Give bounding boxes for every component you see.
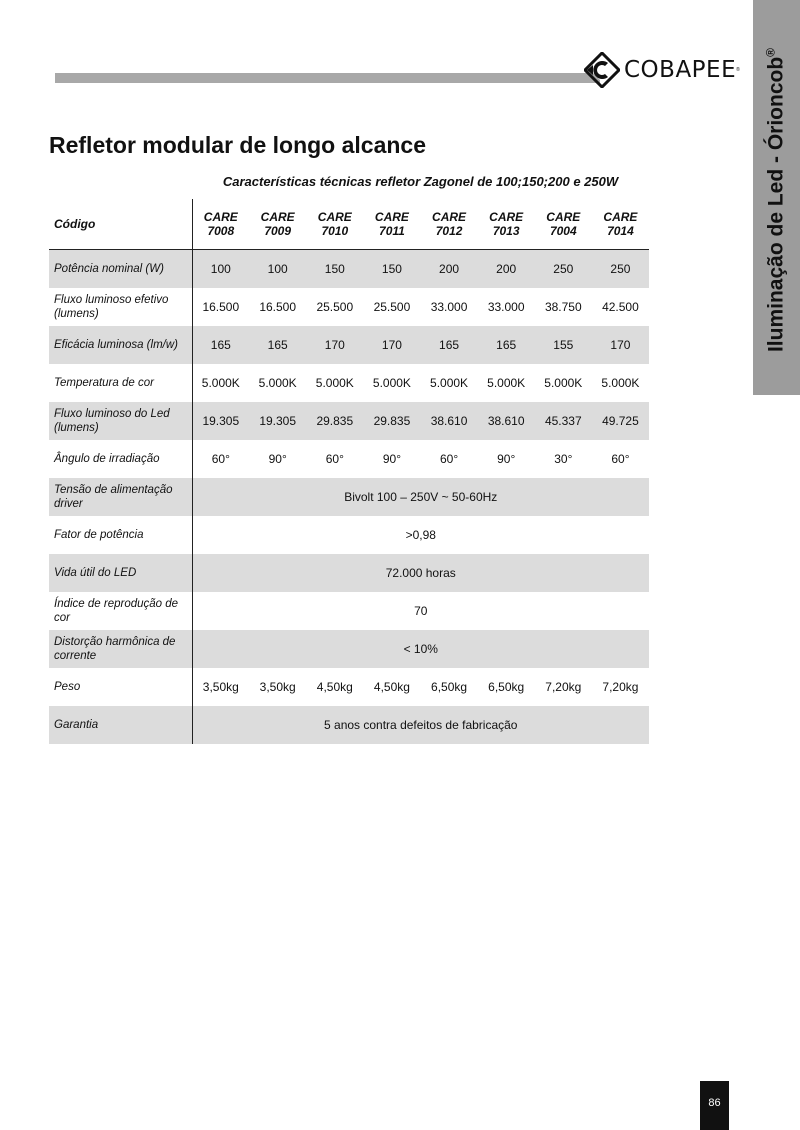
table-cell: 250 bbox=[610, 261, 631, 276]
table-row bbox=[49, 706, 649, 744]
table-row bbox=[49, 250, 649, 288]
model-line2: 7013 bbox=[492, 224, 520, 238]
row-label: Fluxo luminoso do Led (lumens) bbox=[49, 402, 192, 440]
table-cell: 165 bbox=[267, 337, 288, 352]
page-number: 86 bbox=[708, 1096, 721, 1109]
table-cell: 19.305 bbox=[259, 413, 297, 428]
table-cell: 16.500 bbox=[259, 299, 297, 314]
table-row bbox=[49, 554, 649, 592]
table-cell: 29.835 bbox=[373, 413, 411, 428]
column-header-model bbox=[421, 199, 478, 250]
model-line2: 7010 bbox=[321, 224, 349, 238]
table-cell: 38.610 bbox=[430, 413, 468, 428]
table-cell: 33.000 bbox=[487, 299, 525, 314]
table-cell: 6,50kg bbox=[488, 679, 525, 694]
table-cell: 5.000K bbox=[372, 375, 411, 390]
table-cell: 170 bbox=[381, 337, 402, 352]
table-row bbox=[49, 478, 649, 516]
table-cell: 60° bbox=[325, 451, 344, 466]
model-line2: 7012 bbox=[435, 224, 463, 238]
table-cell: 90° bbox=[382, 451, 402, 466]
table-cell: 5.000K bbox=[201, 375, 240, 390]
table-cell-merged: 72.000 horas bbox=[385, 565, 456, 580]
table-cell-merged: < 10% bbox=[403, 641, 438, 656]
table-cell: 25.500 bbox=[373, 299, 411, 314]
model-line1: CARE bbox=[489, 210, 524, 224]
table-cell: 5.000K bbox=[601, 375, 640, 390]
table-row bbox=[49, 288, 649, 326]
table-cell: 5.000K bbox=[544, 375, 583, 390]
column-header-model bbox=[478, 199, 535, 250]
table-row bbox=[49, 630, 649, 668]
table-cell: 155 bbox=[553, 337, 574, 352]
row-label: Temperatura de cor bbox=[49, 364, 192, 402]
row-label: Garantia bbox=[49, 706, 192, 744]
model-line1: CARE bbox=[546, 210, 581, 224]
table-cell: 5.000K bbox=[258, 375, 297, 390]
table-cell-merged: Bivolt 100 – 250V ~ 50-60Hz bbox=[344, 489, 498, 504]
table-cell: 6,50kg bbox=[431, 679, 468, 694]
row-label: Potência nominal (W) bbox=[49, 250, 192, 288]
row-label: Fluxo luminoso efetivo (lumens) bbox=[49, 288, 192, 326]
table-cell: 45.337 bbox=[544, 413, 582, 428]
table-cell: 165 bbox=[439, 337, 460, 352]
table-cell: 90° bbox=[268, 451, 287, 466]
table-cell: 165 bbox=[496, 337, 517, 352]
table-cell: 33.000 bbox=[430, 299, 468, 314]
model-line2: 7014 bbox=[607, 224, 634, 238]
table-cell: 49.725 bbox=[602, 413, 639, 428]
table-cell: 150 bbox=[324, 261, 345, 276]
model-line1: CARE bbox=[203, 210, 238, 224]
table-cell: 42.500 bbox=[602, 299, 639, 314]
table-cell-merged: 70 bbox=[414, 603, 428, 618]
table-cell: 90° bbox=[497, 451, 516, 466]
column-header-model bbox=[592, 199, 649, 250]
model-line2: 7011 bbox=[379, 224, 405, 238]
table-row bbox=[49, 668, 649, 706]
page-title: Refletor modular de longo alcance bbox=[49, 132, 427, 158]
table-cell: 170 bbox=[324, 337, 345, 352]
model-line1: CARE bbox=[260, 210, 295, 224]
table-caption: Características técnicas refletor Zagonel de 100;150;200 e 250W bbox=[222, 174, 619, 189]
section-tab-registered-mark: ® bbox=[763, 47, 778, 57]
table-cell: 4,50kg bbox=[316, 679, 353, 694]
table-cell: 60° bbox=[439, 451, 459, 466]
table-cell: 3,50kg bbox=[259, 679, 296, 694]
table-cell: 30° bbox=[554, 451, 573, 466]
table-row bbox=[49, 516, 649, 554]
row-label: Eficácia luminosa (lm/w) bbox=[49, 326, 192, 364]
column-header-code: Código bbox=[49, 199, 192, 250]
table-cell: 250 bbox=[553, 261, 574, 276]
brand-registered-mark: ® bbox=[736, 67, 740, 73]
model-line1: CARE bbox=[374, 210, 409, 224]
row-label: Peso bbox=[49, 668, 192, 706]
row-label: Fator de potência bbox=[49, 516, 192, 554]
table-header-row bbox=[49, 199, 649, 250]
column-header-model bbox=[306, 199, 363, 250]
table-cell: 38.750 bbox=[544, 299, 582, 314]
table-cell: 5.000K bbox=[487, 375, 526, 390]
model-line2: 7008 bbox=[207, 224, 235, 238]
table-cell: 150 bbox=[381, 261, 402, 276]
column-header-model bbox=[535, 199, 592, 250]
table-cell: 200 bbox=[439, 261, 460, 276]
table-cell: 7,20kg bbox=[602, 679, 639, 694]
model-line1: CARE bbox=[603, 210, 638, 224]
model-line2: 7004 bbox=[549, 224, 577, 238]
header-rule bbox=[55, 73, 600, 83]
row-label: Distorção harmônica de corrente bbox=[49, 630, 192, 668]
table-row bbox=[49, 402, 649, 440]
table-cell: 100 bbox=[210, 261, 231, 276]
table-cell: 4,50kg bbox=[373, 679, 410, 694]
row-label: Tensão de alimentação driver bbox=[49, 478, 192, 516]
column-header-model bbox=[363, 199, 420, 250]
table-cell: 5.000K bbox=[430, 375, 469, 390]
row-label: Ângulo de irradiação bbox=[49, 440, 192, 478]
spec-table bbox=[49, 199, 649, 744]
column-header-model bbox=[192, 199, 249, 250]
table-cell: 3,50kg bbox=[202, 679, 239, 694]
model-line1: CARE bbox=[432, 210, 467, 224]
brand-name: COBAPEE bbox=[624, 57, 737, 83]
table-cell-merged: >0,98 bbox=[405, 527, 436, 542]
column-header-model bbox=[249, 199, 306, 250]
table-cell: 100 bbox=[267, 261, 288, 276]
table-row bbox=[49, 592, 649, 630]
row-label: Índice de reprodução de cor bbox=[49, 592, 192, 630]
table-cell: 200 bbox=[496, 261, 517, 276]
table-cell: 16.500 bbox=[202, 299, 240, 314]
table-cell: 5.000K bbox=[315, 375, 354, 390]
table-cell: 60° bbox=[211, 451, 230, 466]
model-line1: CARE bbox=[317, 210, 352, 224]
table-cell: 38.610 bbox=[487, 413, 525, 428]
brand-logo bbox=[584, 50, 740, 90]
model-line2: 7009 bbox=[264, 224, 292, 238]
table-cell: 60° bbox=[611, 451, 630, 466]
table-cell: 29.835 bbox=[316, 413, 354, 428]
brand-mark-icon bbox=[584, 52, 620, 88]
table-row bbox=[49, 364, 649, 402]
table-cell: 7,20kg bbox=[545, 679, 582, 694]
table-cell: 165 bbox=[210, 337, 231, 352]
section-tab-label bbox=[764, 48, 789, 352]
table-cell: 170 bbox=[610, 337, 631, 352]
table-cell: 25.500 bbox=[316, 299, 354, 314]
table-row bbox=[49, 326, 649, 364]
row-label: Vida útil do LED bbox=[49, 554, 192, 592]
table-row bbox=[49, 440, 649, 478]
table-cell: 19.305 bbox=[202, 413, 240, 428]
section-tab-title: Iluminação de Led - Órioncob bbox=[764, 56, 788, 353]
table-cell-merged: 5 anos contra defeitos de fabricação bbox=[324, 717, 518, 732]
